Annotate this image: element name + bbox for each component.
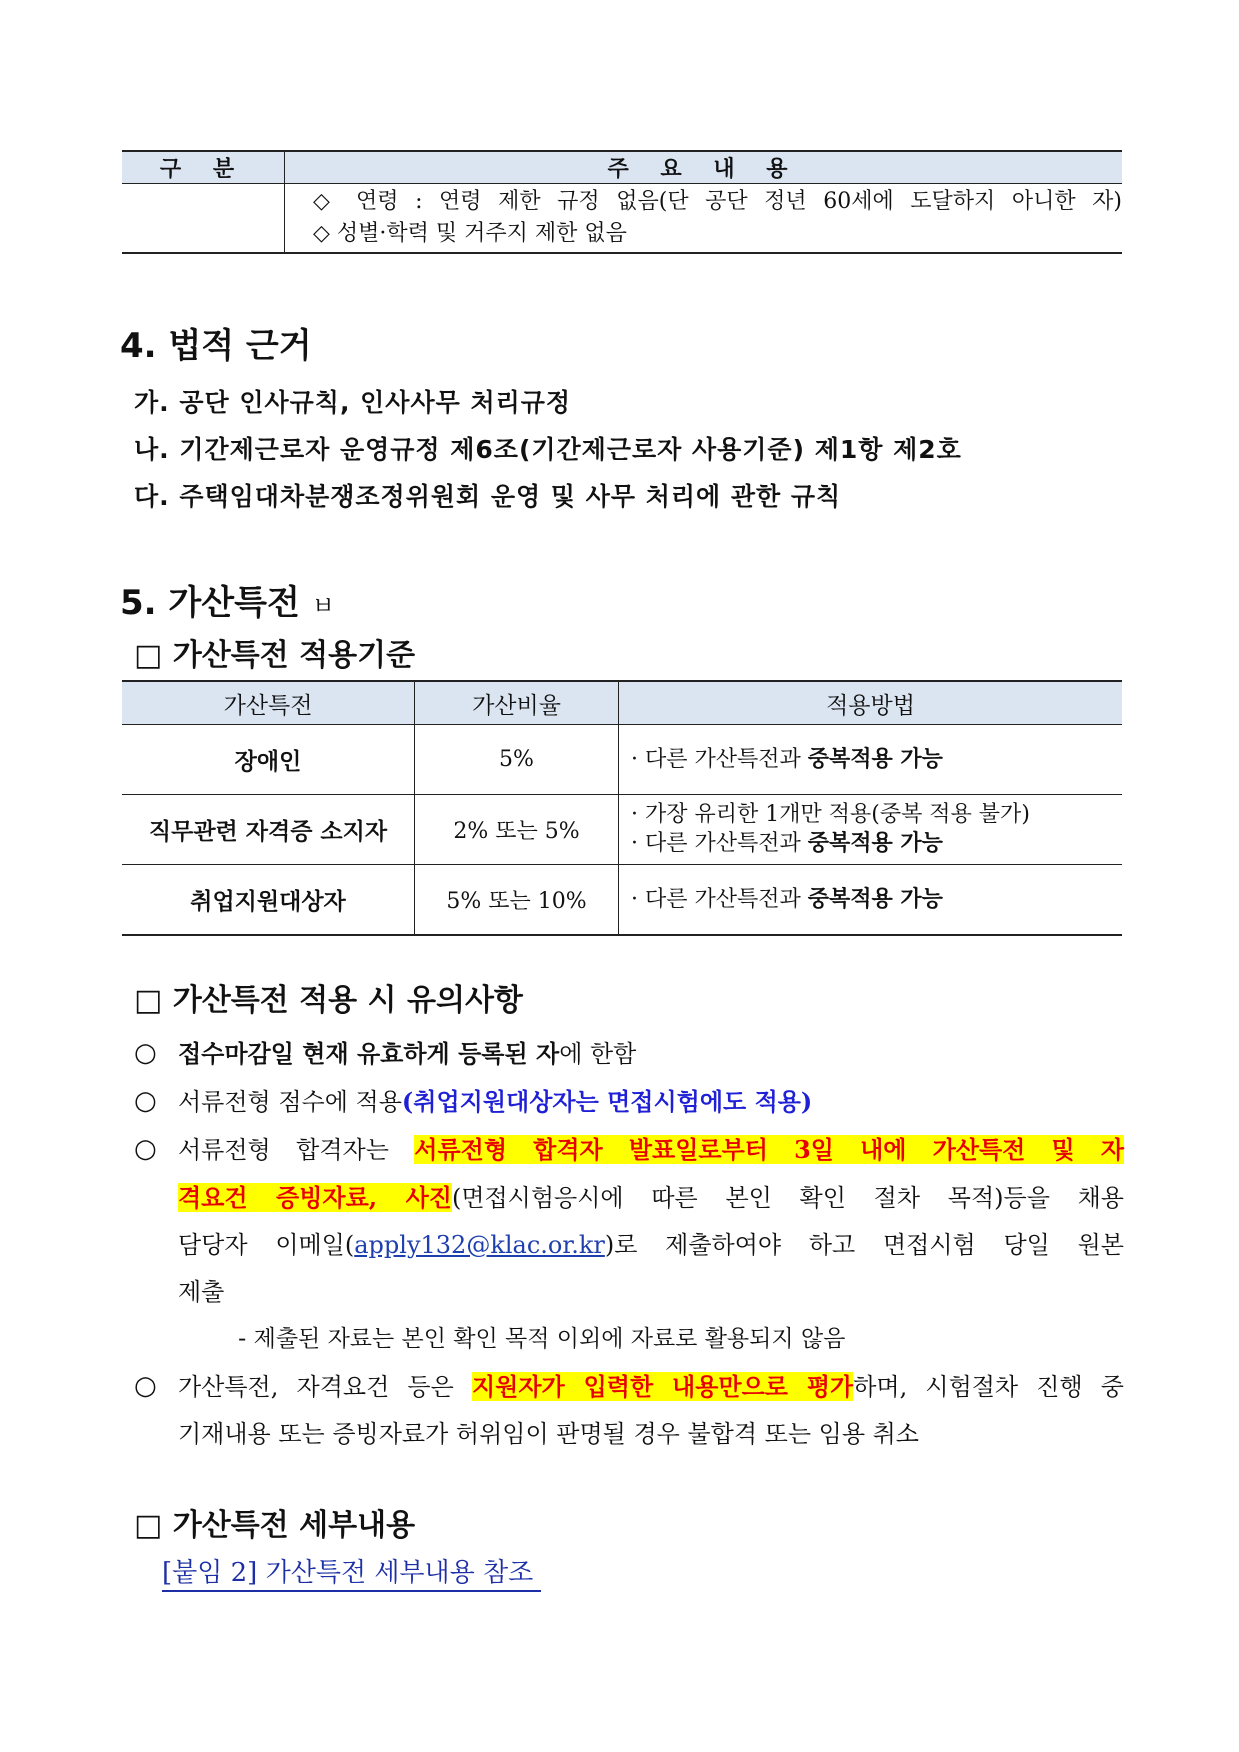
bullet-circle-icon: ○ <box>134 1038 157 1068</box>
bonus-category: 장애인 <box>122 725 415 795</box>
section-5-title <box>120 575 335 624</box>
note-text: 서류전형 합격자는 <box>178 1136 415 1164</box>
bonus-rate: 5% <box>415 725 619 795</box>
bonus-method <box>619 795 1123 865</box>
note-item <box>134 1363 1124 1458</box>
method-emphasis: 중복적용 가능 <box>807 886 943 912</box>
bullet-circle-icon: ○ <box>134 1371 157 1401</box>
method-line <box>631 885 1122 914</box>
eligibility-table-header <box>122 151 1122 184</box>
category-cell <box>122 184 285 254</box>
method-emphasis: 중복적용 가능 <box>807 830 943 856</box>
note-text: (면접시험응시에 따른 본인 확인 절차 목적)등을 채용 <box>451 1184 1124 1212</box>
method-text: · 다른 가산특전과 <box>631 887 808 912</box>
table-row <box>122 865 1122 936</box>
table-row <box>122 184 1122 254</box>
note-text: 담당자 이메일( <box>178 1231 355 1259</box>
note-text: 하며, 시험절차 진행 중 <box>853 1373 1124 1401</box>
bullet-circle-icon: ○ <box>134 1134 157 1164</box>
header-category: 구 분 <box>122 151 285 184</box>
note-line: 제출 <box>178 1278 225 1306</box>
age-requirement: ◇ 연령 : 연령 제한 규정 없음(단 공단 정년 60세에 도달하지 아니한 자) <box>313 189 1122 214</box>
note-text: 가산특전, 자격요건 등은 <box>178 1373 472 1401</box>
note-highlight: 지원자가 입력한 내용만으로 평가 <box>471 1372 854 1401</box>
note-highlight: 격요건 증빙자료, 사진 <box>178 1183 452 1212</box>
method-line <box>631 801 1122 829</box>
detail-heading: □ 가산특전 세부내용 <box>134 1508 416 1543</box>
recruiter-email-link[interactable]: apply132@klac.or.kr <box>354 1231 605 1259</box>
bullet-circle-icon: ○ <box>134 1086 157 1116</box>
note-line: 기재내용 또는 증빙자료가 허위임이 판명될 경우 불합격 또는 임용 취소 <box>178 1420 919 1448</box>
note-highlight: 서류전형 합격자 발표일로부터 3일 내에 가산특전 및 자 <box>414 1135 1124 1164</box>
method-line <box>631 745 1122 774</box>
method-line <box>631 829 1122 858</box>
note-line <box>178 1222 1124 1269</box>
bonus-category: 취업지원대상자 <box>122 865 415 936</box>
header-content: 주 요 내 용 <box>285 151 1123 184</box>
section-4-title: 4. 법적 근거 <box>120 326 312 366</box>
note-line <box>178 1363 1124 1411</box>
note-line <box>178 1126 1124 1174</box>
bonus-category: 직무관련 자격증 소지자 <box>122 795 415 865</box>
attachment-reference-link[interactable]: [붙임 2] 가산특전 세부내용 참조 <box>162 1556 541 1592</box>
header-apply-method: 적용방법 <box>619 681 1123 725</box>
content-cell <box>285 184 1123 254</box>
eligibility-table <box>122 150 1122 254</box>
legal-basis-item: 다. 주택임대차분쟁조정위원회 운영 및 사무 처리에 관한 규칙 <box>134 482 842 511</box>
table-row <box>122 795 1122 865</box>
note-text: 에 한함 <box>559 1040 637 1068</box>
bonus-criteria-table <box>122 680 1122 936</box>
bonus-method <box>619 725 1123 795</box>
table-row <box>122 725 1122 795</box>
bonus-method <box>619 865 1123 936</box>
note-item <box>134 1030 1124 1078</box>
legal-basis-item: 가. 공단 인사규칙, 인사사무 처리규정 <box>134 388 572 417</box>
note-line <box>178 1174 1124 1222</box>
note-text: 서류전형 점수에 적용 <box>178 1088 402 1116</box>
gender-education-requirement: ◇ 성별·학력 및 거주지 제한 없음 <box>313 221 627 246</box>
note-item <box>134 1126 1124 1363</box>
header-bonus-type: 가산특전 <box>122 681 415 725</box>
bonus-rate: 5% 또는 10% <box>415 865 619 936</box>
note-blue-emphasis: (취업지원대상자는 면접시험에도 적용) <box>401 1087 813 1116</box>
notes-heading: □ 가산특전 적용 시 유의사항 <box>134 983 523 1018</box>
section-5-title-text: 5. 가산특전 <box>120 583 300 623</box>
bonus-table-header <box>122 681 1122 725</box>
sub-note: - 제출된 자료는 본인 확인 목적 이외에 자료로 활용되지 않음 <box>238 1326 846 1352</box>
note-item <box>134 1078 1124 1126</box>
note-text: )로 제출하여야 하고 면접시험 당일 원본 <box>604 1231 1124 1259</box>
method-text: · 다른 가산특전과 <box>631 831 808 856</box>
criteria-heading: □ 가산특전 적용기준 <box>134 638 416 673</box>
bonus-rate: 2% 또는 5% <box>415 795 619 865</box>
method-text: · 가장 유리한 1개만 적용(중복 적용 불가) <box>631 802 1030 827</box>
legal-basis-item: 나. 기간제근로자 운영규정 제6조(기간제근로자 사용기준) 제1항 제2호 <box>134 435 962 464</box>
section-5-title-mark: ㅂ <box>311 592 335 620</box>
method-emphasis: 중복적용 가능 <box>807 746 943 772</box>
method-text: · 다른 가산특전과 <box>631 747 808 772</box>
note-emphasis: 접수마감일 현재 유효하게 등록된 자 <box>178 1039 560 1068</box>
header-bonus-rate: 가산비율 <box>415 681 619 725</box>
notes-list <box>134 1030 1124 1458</box>
